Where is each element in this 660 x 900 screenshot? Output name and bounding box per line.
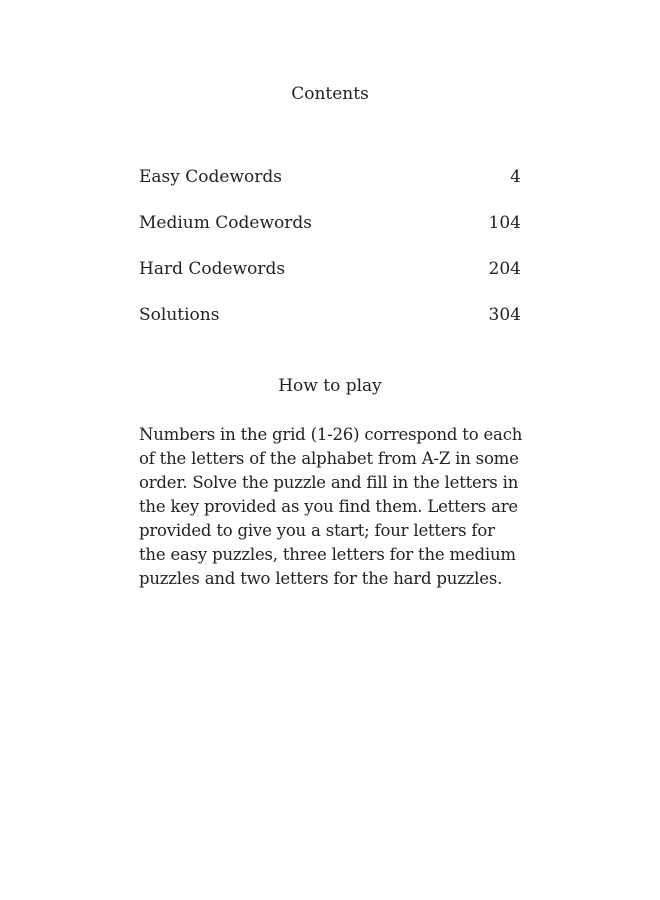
table-of-contents [139,166,521,350]
toc-entry-label: Easy Codewords [139,167,282,187]
how-to-play-body [139,423,523,591]
body-line: of the letters of the alphabet from A-Z in some [139,449,519,468]
toc-entry-medium[interactable] [139,212,521,258]
body-line: Numbers in the grid (1-26) correspond to each [139,425,523,444]
toc-entry-label: Hard Codewords [139,259,286,279]
toc-entry-label: Medium Codewords [139,213,312,233]
body-line: puzzles and two letters for the hard puzzles. [139,569,503,588]
toc-entry-solutions[interactable] [139,304,521,350]
body-line: the key provided as you find them. Letters are [139,497,519,516]
toc-entry-page: 104 [488,213,521,233]
body-line: the easy puzzles, three letters for the medium [139,545,516,564]
toc-entry-hard[interactable] [139,258,521,304]
contents-title: Contents [291,84,369,104]
how-to-play-title: How to play [278,376,382,396]
toc-entry-label: Solutions [139,305,220,325]
toc-entry-page: 4 [510,167,521,187]
body-line: provided to give you a start; four letters for [139,521,495,540]
toc-entry-page: 304 [488,305,521,325]
toc-entry-page: 204 [488,259,521,279]
body-line: order. Solve the puzzle and fill in the letters in [139,473,519,492]
toc-entry-easy[interactable] [139,166,521,212]
